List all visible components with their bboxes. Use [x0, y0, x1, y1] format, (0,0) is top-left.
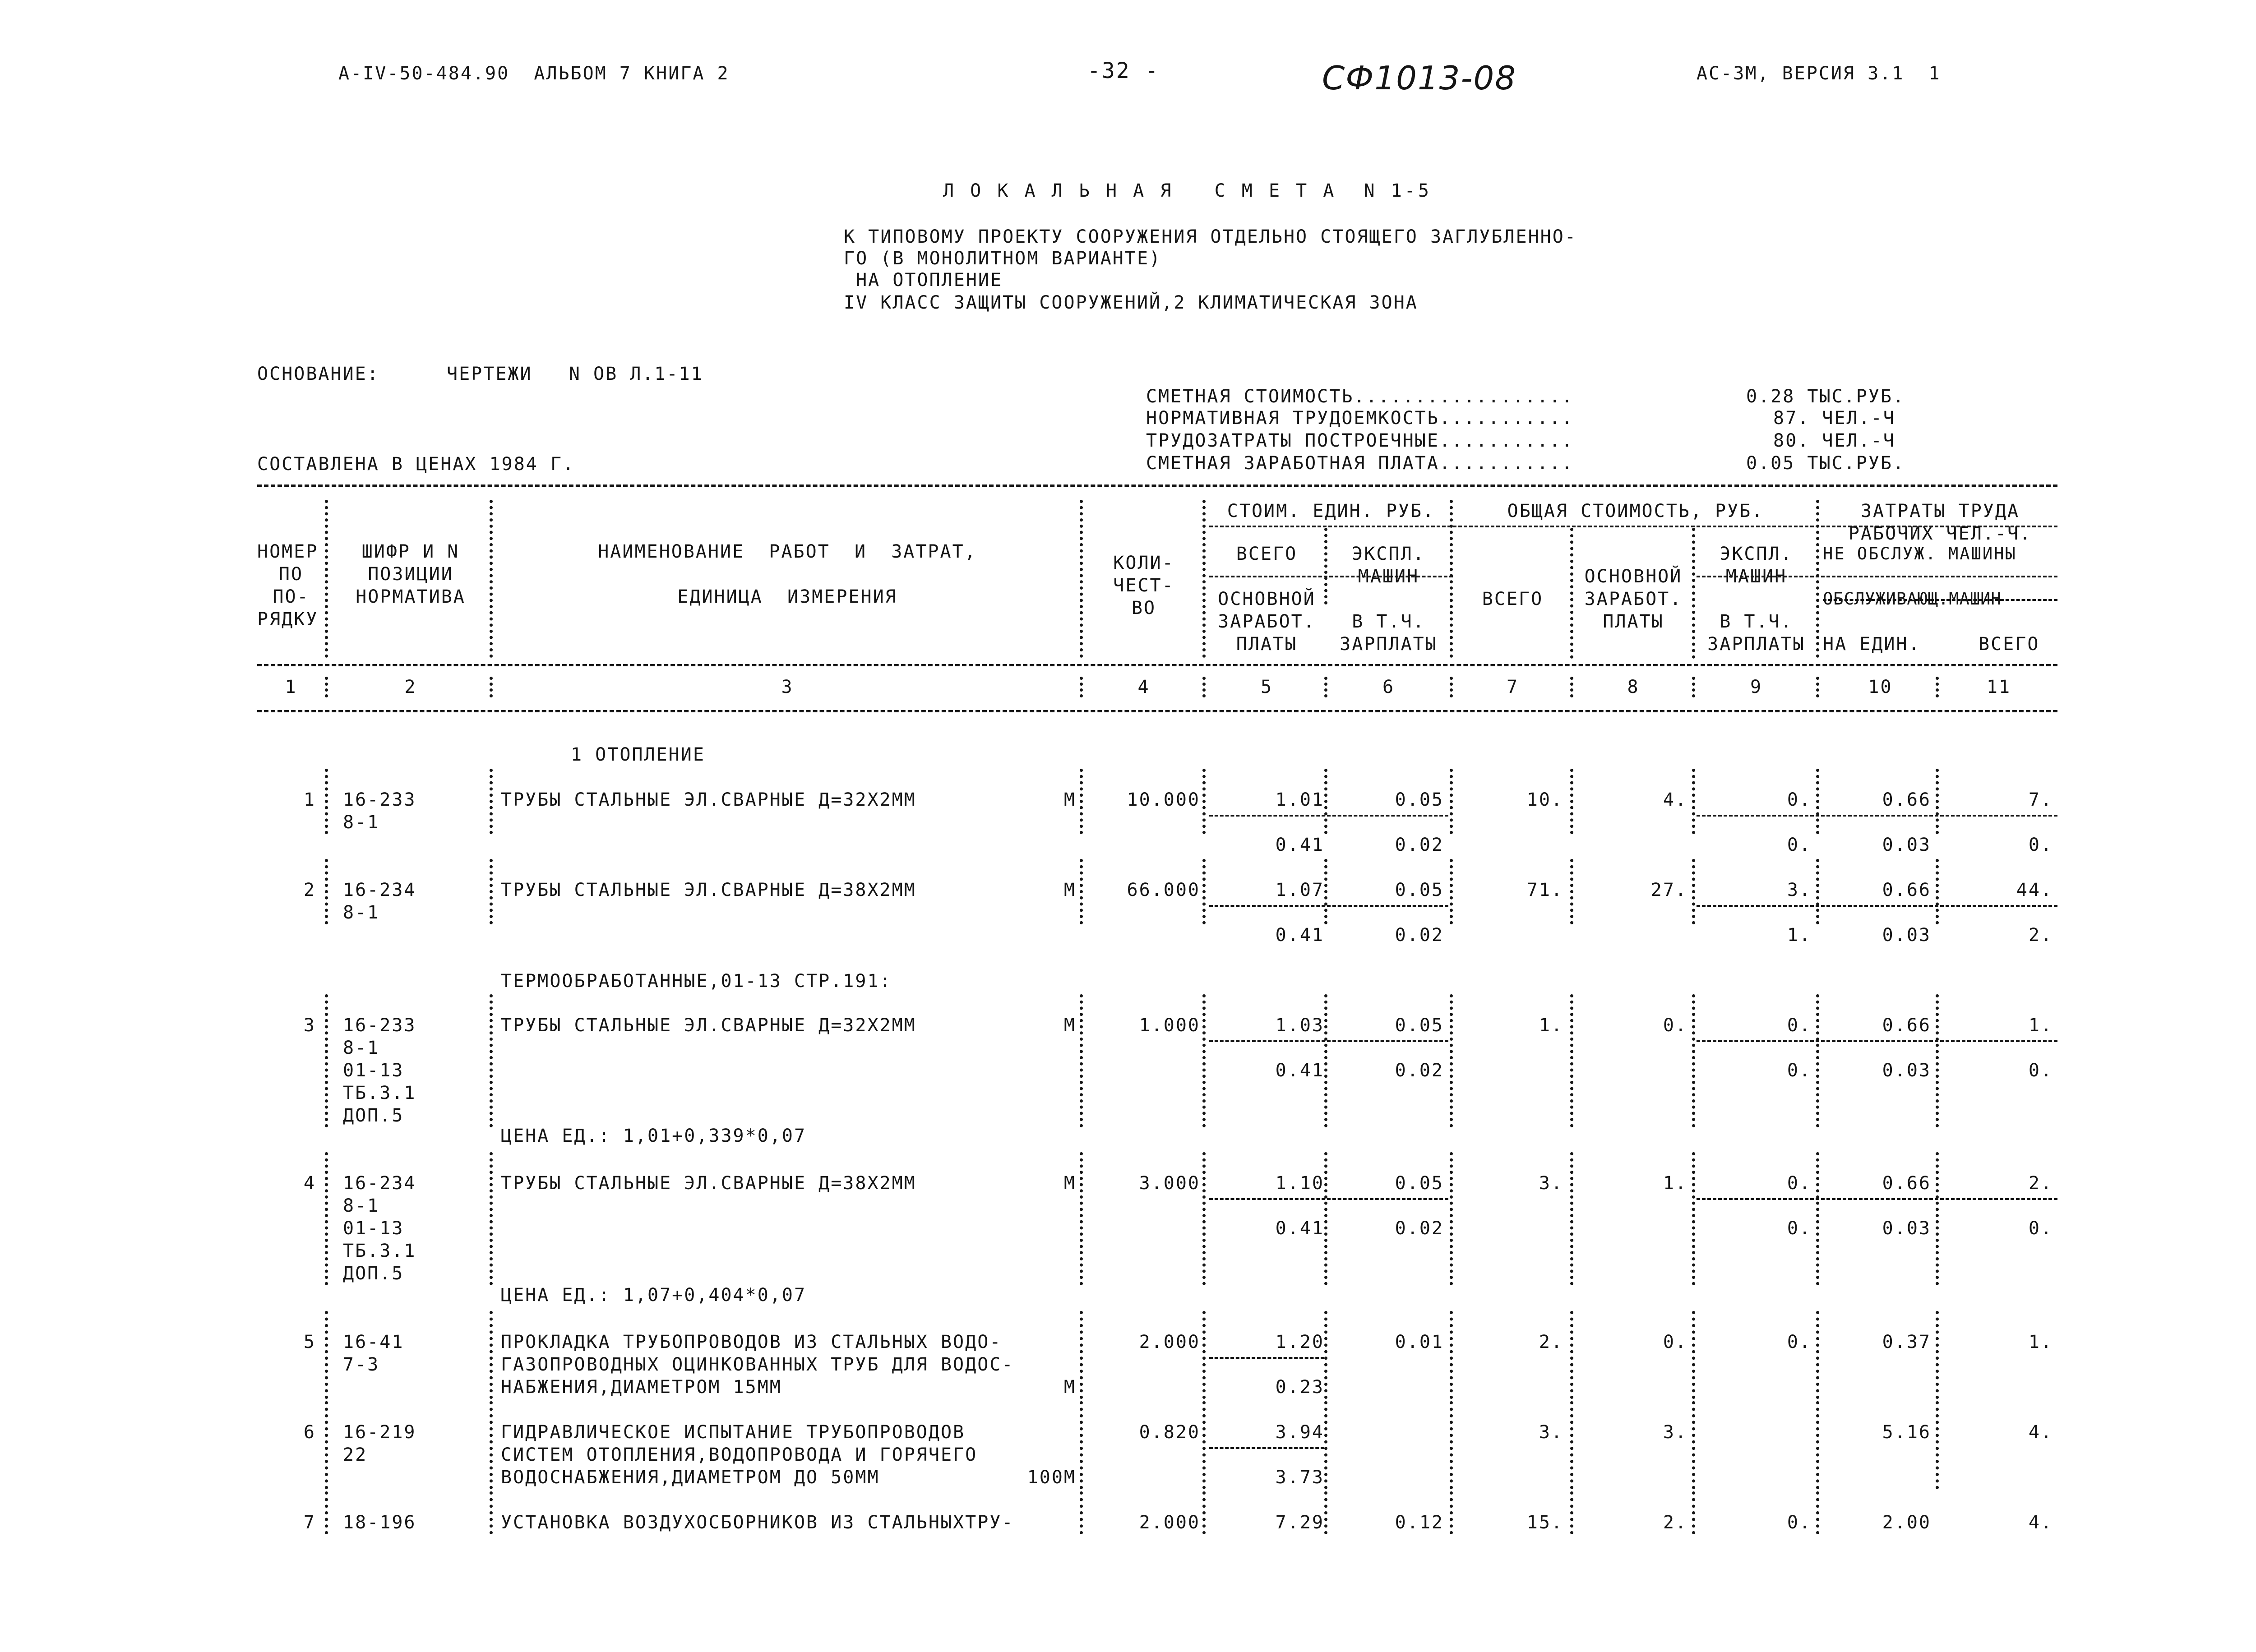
c5-sub-value: 0.41 — [1275, 925, 1324, 946]
col3-header: ЕДИНИЦА ИЗМЕРЕНИЯ — [677, 586, 897, 607]
column-number: 3 — [781, 677, 794, 697]
norm-code: 8-1 — [343, 902, 380, 923]
norm-code: ДОП.5 — [343, 1105, 404, 1126]
norm-code: ТБ.3.1 — [343, 1083, 416, 1103]
column-numbers-rule — [257, 710, 2057, 712]
c10-value: 0.66 — [1882, 880, 1931, 900]
c7-value: 2. — [1539, 1332, 1563, 1352]
col8-header: ОСНОВНОЙ — [1584, 566, 1683, 587]
title-line-1: К ТИПОВОМУ ПРОЕКТУ СООРУЖЕНИЯ ОТДЕЛЬНО СТОЯЩЕГО ЗАГЛУБЛЕННО- — [844, 226, 1577, 247]
column-separator — [325, 1491, 328, 1534]
page-number: -32 - — [1087, 58, 1160, 83]
column-separator — [325, 769, 328, 834]
col1-header: ПО- — [273, 586, 310, 607]
labor-header: РАБОЧИХ ЧЕЛ.-Ч. — [1848, 523, 2032, 544]
work-name: ТРУБЫ СТАЛЬНЫЕ ЭЛ.СВАРНЫЕ Д=32Х2ММ — [501, 789, 916, 810]
summary-value: 0.05 ТЫС.РУБ. — [1746, 453, 1905, 474]
c7-value: 3. — [1539, 1422, 1563, 1443]
column-separator — [1450, 1311, 1453, 1399]
column-separator — [1570, 859, 1573, 924]
col5-header: ВСЕГО — [1236, 544, 1298, 564]
c11-value: 4. — [2028, 1422, 2053, 1443]
column-number: 10 — [1868, 677, 1893, 697]
column-separator — [1324, 1311, 1327, 1399]
column-separator — [1324, 769, 1327, 834]
column-separator — [1202, 1311, 1206, 1399]
column-separator — [1450, 1401, 1453, 1489]
column-separator — [490, 500, 493, 658]
c8-value: 27. — [1650, 880, 1687, 900]
c10-value: 0.37 — [1882, 1332, 1931, 1352]
unit-of-measure: М — [1063, 1377, 1076, 1398]
norm-code: 01-13 — [343, 1218, 404, 1239]
c8-value: 4. — [1663, 789, 1687, 810]
c10-sub-value: 0.03 — [1882, 1060, 1931, 1081]
c10-value: 0.66 — [1882, 1015, 1931, 1036]
column-separator — [1816, 994, 1819, 1127]
c11-sub-value: 0. — [2028, 1218, 2053, 1239]
col2-header: ПОЗИЦИИ — [368, 564, 453, 585]
column-separator — [325, 1152, 328, 1285]
summary-value: 87. ЧЕЛ.-Ч — [1773, 408, 1895, 429]
column-separator — [1080, 994, 1083, 1127]
column-separator — [1692, 769, 1695, 834]
c6-value: 0.01 — [1395, 1332, 1444, 1352]
cell-sub-rule — [1697, 1198, 2057, 1200]
summary-label: ТРУДОЗАТРАТЫ ПОСТРОЕЧНЫЕ........... — [1146, 430, 1574, 451]
column-number: 11 — [1986, 677, 2011, 697]
col6-header: ЭКСПЛ. — [1352, 544, 1425, 564]
unit-of-measure: М — [1063, 789, 1076, 810]
c8-value: 0. — [1663, 1332, 1687, 1352]
column-separator — [1692, 677, 1695, 697]
title-line-3: НА ОТОПЛЕНИЕ — [844, 270, 1003, 291]
column-separator — [1324, 994, 1327, 1127]
c6-sub-value: 0.02 — [1395, 925, 1444, 946]
column-number: 1 — [285, 677, 297, 697]
c5-value: 1.01 — [1275, 789, 1324, 810]
cell-sub-rule — [1697, 815, 2057, 817]
c5-value: 1.03 — [1275, 1015, 1324, 1036]
cell-sub-rule — [1209, 815, 1448, 817]
c5-sub-value: 0.41 — [1275, 1218, 1324, 1239]
basis-label: ОСНОВАНИЕ: — [257, 364, 379, 384]
row-number: 4 — [303, 1173, 316, 1194]
column-separator — [490, 1152, 493, 1285]
c11-value: 7. — [2028, 789, 2053, 810]
c9-sub-value: 1. — [1787, 925, 1812, 946]
col10-header: НЕ ОБСЛУЖ. МАШИНЫ — [1823, 544, 2017, 563]
norm-code: 16-233 — [343, 1015, 416, 1036]
column-separator — [1080, 1401, 1083, 1489]
norm-code: 8-1 — [343, 1038, 380, 1058]
column-separator — [1450, 1152, 1453, 1285]
column-separator — [1692, 1401, 1695, 1489]
estimate-title: Л О К А Л Ь Н А Я С М Е Т А N 1-5 — [943, 180, 1432, 201]
quantity: 0.820 — [1139, 1422, 1200, 1443]
c7-value: 3. — [1539, 1173, 1563, 1194]
column-separator — [490, 859, 493, 924]
c9-sub-value: 0. — [1787, 1060, 1812, 1081]
quantity: 3.000 — [1139, 1173, 1200, 1194]
c11-sub-value: 0. — [2028, 1060, 2053, 1081]
column-separator — [1450, 500, 1453, 658]
c11-sub-value: 0. — [2028, 835, 2053, 855]
c5-sub-value: 3.73 — [1275, 1467, 1324, 1488]
summary-label: СМЕТНАЯ ЗАРАБОТНАЯ ПЛАТА........... — [1146, 453, 1574, 474]
c7-value: 15. — [1526, 1512, 1563, 1533]
c5-value: 1.10 — [1275, 1173, 1324, 1194]
col8-header: ПЛАТЫ — [1603, 611, 1664, 632]
table-top-rule — [257, 485, 2057, 487]
column-separator — [325, 1311, 328, 1399]
column-separator — [1202, 769, 1206, 834]
column-separator — [490, 994, 493, 1127]
work-name: ВОДОСНАБЖЕНИЯ,ДИАМЕТРОМ ДО 50ММ — [501, 1467, 880, 1488]
c10-sub-value: 0.03 — [1882, 925, 1931, 946]
column-separator — [1936, 677, 1939, 697]
column-separator — [1692, 1311, 1695, 1399]
quantity: 2.000 — [1139, 1332, 1200, 1352]
row-number: 3 — [303, 1015, 316, 1036]
column-separator — [1080, 677, 1083, 697]
column-separator — [490, 1311, 493, 1399]
norm-code: 16-219 — [343, 1422, 416, 1443]
column-separator — [1324, 1152, 1327, 1285]
unit-of-measure: М — [1063, 1015, 1076, 1036]
title-line-4: IV КЛАСС ЗАЩИТЫ СООРУЖЕНИЙ,2 КЛИМАТИЧЕСКАЯ ЗОНА — [844, 292, 1418, 313]
doc-reference: А-IV-50-484.90 АЛЬБОМ 7 КНИГА 2 — [338, 63, 730, 84]
c11-value: 2. — [2028, 1173, 2053, 1194]
c7-value: 10. — [1526, 789, 1563, 810]
c11-value: 44. — [2016, 880, 2053, 900]
c9-value: 0. — [1787, 1015, 1812, 1036]
col9-header: ЭКСПЛ. — [1720, 544, 1793, 564]
column-separator — [1570, 1311, 1573, 1399]
column-separator — [1080, 500, 1083, 658]
column-separator — [1080, 1491, 1083, 1534]
column-number: 6 — [1382, 677, 1395, 697]
program-version: АС-3М, ВЕРСИЯ 3.1 1 — [1697, 63, 1941, 84]
column-separator — [1080, 1311, 1083, 1399]
column-separator — [1324, 528, 1327, 605]
col11-header: ВСЕГО — [1979, 634, 2040, 655]
norm-code: 16-234 — [343, 880, 416, 900]
c6-value: 0.05 — [1395, 789, 1444, 810]
column-separator — [490, 677, 493, 697]
norm-code: 8-1 — [343, 1195, 380, 1216]
basis-value: ЧЕРТЕЖИ N ОВ Л.1-11 — [447, 364, 703, 384]
norm-code: 8-1 — [343, 812, 380, 833]
col6-header: МАШИН — [1358, 566, 1419, 587]
norm-code: 01-13 — [343, 1060, 404, 1081]
c8-value: 2. — [1663, 1512, 1687, 1533]
col6-header: ЗАРПЛАТЫ — [1340, 634, 1438, 655]
cell-sub-rule — [1209, 1198, 1448, 1200]
c10-value: 2.00 — [1882, 1512, 1931, 1533]
col5-header: ЗАРАБОТ. — [1218, 611, 1316, 632]
col9-header: В Т.Ч. — [1720, 611, 1793, 632]
c5-value: 3.94 — [1275, 1422, 1324, 1443]
norm-code: 16-41 — [343, 1332, 404, 1352]
c6-sub-value: 0.02 — [1395, 835, 1444, 855]
norm-code: 16-234 — [343, 1173, 416, 1194]
c6-value: 0.05 — [1395, 880, 1444, 900]
norm-code: 16-233 — [343, 789, 416, 810]
prices-year: СОСТАВЛЕНА В ЦЕНАХ 1984 Г. — [257, 454, 575, 475]
column-separator — [1450, 677, 1453, 697]
c5-value: 1.20 — [1275, 1332, 1324, 1352]
cell-sub-rule — [1209, 905, 1448, 907]
column-separator — [1202, 500, 1206, 658]
row-number: 5 — [303, 1332, 316, 1352]
column-separator — [1936, 1311, 1939, 1399]
c10-sub-value: 0.03 — [1882, 1218, 1931, 1239]
col2-header: НОРМАТИВА — [356, 586, 466, 607]
column-number: 5 — [1260, 677, 1273, 697]
column-separator — [1202, 1152, 1206, 1285]
c6-value: 0.12 — [1395, 1512, 1444, 1533]
unit-cost-header: СТОИМ. ЕДИН. РУБ. — [1227, 501, 1435, 521]
norm-code: ДОП.5 — [343, 1263, 404, 1284]
col5-header: ОСНОВНОЙ — [1218, 589, 1316, 609]
column-separator — [1816, 1311, 1819, 1399]
unit-of-measure: 100М — [1027, 1467, 1076, 1488]
c10-value: 0.66 — [1882, 789, 1931, 810]
work-name: СИСТЕМ ОТОПЛЕНИЯ,ВОДОПРОВОДА И ГОРЯЧЕГО — [501, 1444, 978, 1465]
summary-label: СМЕТНАЯ СТОИМОСТЬ.................. — [1146, 386, 1574, 407]
labor-header: ЗАТРАТЫ ТРУДА — [1860, 501, 2020, 521]
total-cost-header: ОБЩАЯ СТОИМОСТЬ, РУБ. — [1507, 501, 1764, 521]
col4-header: ВО — [1131, 598, 1156, 618]
work-name: НАБЖЕНИЯ,ДИАМЕТРОМ 15ММ — [501, 1377, 782, 1398]
c6-sub-value: 0.02 — [1395, 1060, 1444, 1081]
column-separator — [1816, 1491, 1819, 1534]
c9-value: 0. — [1787, 789, 1812, 810]
c9-sub-value: 0. — [1787, 1218, 1812, 1239]
column-separator — [490, 769, 493, 834]
work-name: ТРУБЫ СТАЛЬНЫЕ ЭЛ.СВАРНЫЕ Д=38Х2ММ — [501, 880, 916, 900]
col1-header: НОМЕР — [257, 541, 319, 562]
c9-value: 0. — [1787, 1173, 1812, 1194]
title-line-2: ГО (В МОНОЛИТНОМ ВАРИАНТЕ) — [844, 248, 1162, 269]
column-separator — [1324, 677, 1327, 697]
c11-sub-value: 2. — [2028, 925, 2053, 946]
summary-label: НОРМАТИВНАЯ ТРУДОЕМКОСТЬ........... — [1146, 408, 1574, 429]
cell-sub-rule — [1209, 1447, 1324, 1449]
c8-value: 3. — [1663, 1422, 1687, 1443]
subsection-note: ТЕРМООБРАБОТАННЫЕ,01-13 СТР.191: — [501, 971, 892, 992]
c9-value: 0. — [1787, 1512, 1812, 1533]
column-separator — [1450, 859, 1453, 924]
column-number: 4 — [1137, 677, 1150, 697]
c9-value: 3. — [1787, 880, 1812, 900]
row-number: 1 — [303, 789, 316, 810]
column-separator — [1692, 994, 1695, 1127]
column-separator — [490, 1401, 493, 1489]
column-separator — [1570, 1401, 1573, 1489]
column-number: 9 — [1750, 677, 1763, 697]
col3-header: НАИМЕНОВАНИЕ РАБОТ И ЗАТРАТ, — [598, 541, 977, 562]
row-number: 7 — [303, 1512, 316, 1533]
column-separator — [1202, 1401, 1206, 1489]
column-separator — [1080, 859, 1083, 924]
norm-code: 22 — [343, 1444, 368, 1465]
c8-value: 1. — [1663, 1173, 1687, 1194]
work-name: ТРУБЫ СТАЛЬНЫЕ ЭЛ.СВАРНЫЕ Д=32Х2ММ — [501, 1015, 916, 1036]
column-separator — [325, 994, 328, 1127]
cell-sub-rule — [1697, 1040, 2057, 1042]
col4-header: ЧЕСТ- — [1113, 575, 1174, 596]
column-separator — [1692, 1491, 1695, 1534]
c10-value: 0.66 — [1882, 1173, 1931, 1194]
column-separator — [1816, 677, 1819, 697]
column-separator — [1936, 769, 1939, 834]
work-name: ГАЗОПРОВОДНЫХ ОЦИНКОВАННЫХ ТРУБ ДЛЯ ВОДОС- — [501, 1354, 1014, 1375]
col1-header: ПО — [278, 564, 304, 585]
unit-of-measure: М — [1063, 880, 1076, 900]
column-separator — [1570, 1491, 1573, 1534]
column-separator — [1936, 1152, 1939, 1285]
cell-sub-rule — [1697, 905, 2057, 907]
column-separator — [1692, 859, 1695, 924]
summary-value: 0.28 ТЫС.РУБ. — [1746, 386, 1905, 407]
column-separator — [1080, 769, 1083, 834]
column-separator — [325, 500, 328, 658]
column-separator — [1816, 859, 1819, 924]
col9-header: МАШИН — [1725, 566, 1787, 587]
col10-header: НА ЕДИН. — [1823, 634, 1921, 655]
norm-code: ТБ.3.1 — [343, 1241, 416, 1261]
column-separator — [1570, 528, 1573, 659]
work-name: ТРУБЫ СТАЛЬНЫЕ ЭЛ.СВАРНЫЕ Д=38Х2ММ — [501, 1173, 916, 1194]
work-name: УСТАНОВКА ВОЗДУХОСБОРНИКОВ ИЗ СТАЛЬНЫХТРУ- — [501, 1512, 1014, 1533]
column-separator — [1202, 859, 1206, 924]
column-separator — [1936, 1401, 1939, 1489]
column-separator — [1570, 769, 1573, 834]
quantity: 66.000 — [1127, 880, 1200, 900]
column-separator — [1450, 1491, 1453, 1534]
column-number: 7 — [1506, 677, 1519, 697]
col2-header: ШИФР И N — [361, 541, 460, 562]
column-separator — [1324, 1491, 1327, 1534]
work-name: ГИДРАВЛИЧЕСКОЕ ИСПЫТАНИЕ ТРУБОПРОВОДОВ — [501, 1422, 966, 1443]
column-separator — [1324, 859, 1327, 924]
column-separator — [1692, 1152, 1695, 1285]
unit-of-measure: М — [1063, 1173, 1076, 1194]
column-separator — [1324, 1401, 1327, 1489]
quantity: 10.000 — [1127, 789, 1200, 810]
c6-value: 0.05 — [1395, 1173, 1444, 1194]
column-separator — [325, 859, 328, 924]
quantity: 2.000 — [1139, 1512, 1200, 1533]
c11-value: 4. — [2028, 1512, 2053, 1533]
c9-value: 0. — [1787, 1332, 1812, 1352]
column-separator — [1570, 677, 1573, 697]
col6-header: В Т.Ч. — [1352, 611, 1425, 632]
column-number: 2 — [404, 677, 417, 697]
c5-sub-value: 0.41 — [1275, 835, 1324, 855]
col10-header: ОБСЛУЖИВАЮЩ.МАШИН — [1823, 589, 2002, 609]
unit-price-note: ЦЕНА ЕД.: 1,01+0,339*0,07 — [501, 1126, 807, 1146]
col4-header: КОЛИ- — [1113, 553, 1174, 573]
norm-code: 7-3 — [343, 1354, 380, 1375]
column-separator — [1936, 994, 1939, 1127]
column-separator — [1202, 677, 1206, 697]
c9-sub-value: 0. — [1787, 835, 1812, 855]
quantity: 1.000 — [1139, 1015, 1200, 1036]
col1-header: РЯДКУ — [257, 609, 319, 630]
unit-price-note: ЦЕНА ЕД.: 1,07+0,404*0,07 — [501, 1285, 807, 1306]
column-separator — [1450, 769, 1453, 834]
c5-value: 1.07 — [1275, 880, 1324, 900]
c11-value: 1. — [2028, 1015, 2053, 1036]
column-separator — [1816, 1401, 1819, 1489]
c5-sub-value: 0.41 — [1275, 1060, 1324, 1081]
column-separator — [1816, 769, 1819, 834]
column-separator — [490, 1491, 493, 1534]
column-number: 8 — [1627, 677, 1640, 697]
cell-sub-rule — [1209, 1357, 1324, 1359]
c10-sub-value: 0.03 — [1882, 835, 1931, 855]
column-separator — [1816, 1152, 1819, 1285]
col7-header: ВСЕГО — [1482, 589, 1544, 609]
work-name: ПРОКЛАДКА ТРУБОПРОВОДОВ ИЗ СТАЛЬНЫХ ВОДО- — [501, 1332, 1002, 1352]
summary-value: 80. ЧЕЛ.-Ч — [1773, 430, 1895, 451]
c6-value: 0.05 — [1395, 1015, 1444, 1036]
column-separator — [1692, 528, 1695, 659]
col9-header: ЗАРПЛАТЫ — [1707, 634, 1805, 655]
column-separator — [1202, 1491, 1206, 1534]
column-separator — [1816, 500, 1819, 658]
c5-sub-value: 0.23 — [1275, 1377, 1324, 1398]
column-separator — [1570, 994, 1573, 1127]
c11-value: 1. — [2028, 1332, 2053, 1352]
column-separator — [325, 677, 328, 697]
c7-value: 71. — [1526, 880, 1563, 900]
c10-value: 5.16 — [1882, 1422, 1931, 1443]
handwritten-stamp: СФ1013-08 — [1322, 59, 1517, 97]
norm-code: 18-196 — [343, 1512, 416, 1533]
c8-value: 0. — [1663, 1015, 1687, 1036]
c5-value: 7.29 — [1275, 1512, 1324, 1533]
col8-header: ЗАРАБОТ. — [1584, 589, 1683, 609]
col5-header: ПЛАТЫ — [1236, 634, 1298, 655]
row-number: 2 — [303, 880, 316, 900]
column-separator — [325, 1401, 328, 1489]
column-separator — [1936, 859, 1939, 924]
section-title: 1 ОТОПЛЕНИЕ — [571, 744, 705, 765]
c7-value: 1. — [1539, 1015, 1563, 1036]
c6-sub-value: 0.02 — [1395, 1218, 1444, 1239]
cell-sub-rule — [1209, 1040, 1448, 1042]
row-number: 6 — [303, 1422, 316, 1443]
column-separator — [1570, 1152, 1573, 1285]
column-separator — [1202, 994, 1206, 1127]
column-separator — [1080, 1152, 1083, 1285]
header-bottom-rule — [257, 664, 2057, 666]
column-separator — [1450, 994, 1453, 1127]
